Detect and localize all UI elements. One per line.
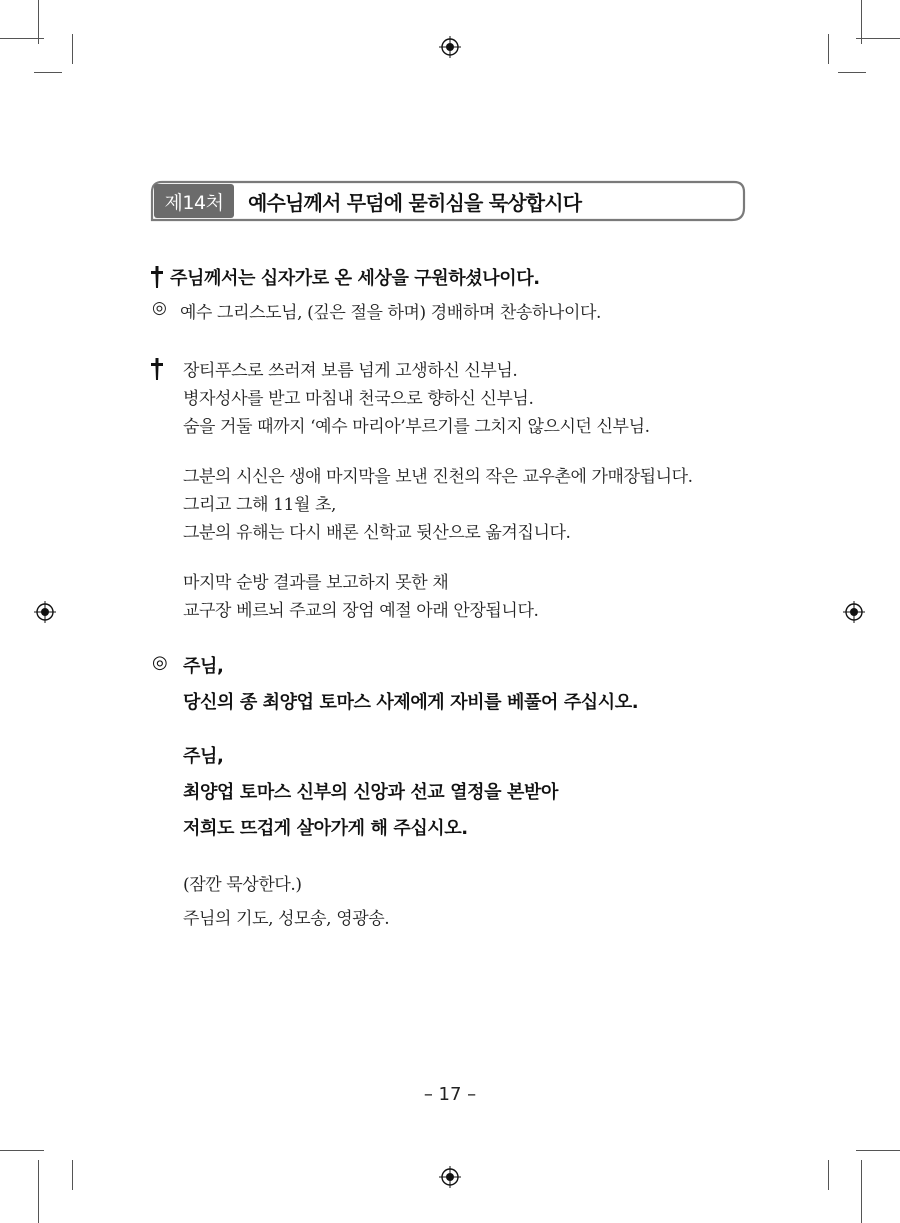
prayer-line: 최양업 토마스 신부의 신앙과 선교 열정을 본받아 (183, 782, 558, 803)
meditation-line: 숨을 거둘 때까지 ‘예수 마리아’부르기를 그치지 않으시던 신부님. (183, 417, 650, 437)
closing-prayers: 주님의 기도, 성모송, 영광송. (183, 909, 390, 929)
crop-mark (72, 1160, 73, 1190)
crop-mark (861, 1160, 862, 1223)
meditation-line: 그분의 유해는 다시 배론 신학교 뒷산으로 옮겨집니다. (183, 523, 571, 543)
prayer-line: 저희도 뜨겁게 살아가게 해 주십시오. (183, 818, 468, 839)
crop-mark (34, 72, 62, 73)
meditation-line: 그리고 그해 11월 초, (183, 495, 337, 515)
registration-mark-icon (439, 36, 461, 58)
crop-mark (38, 1160, 39, 1223)
prayer-line: 주님, (183, 656, 224, 677)
meditation-line: 그분의 시신은 생애 마지막을 보낸 진천의 작은 교우촌에 가매장됩니다. (183, 467, 693, 487)
prayer-symbol: ◎ (152, 652, 168, 673)
crop-mark (0, 1150, 44, 1151)
crop-mark (828, 1160, 829, 1190)
registration-mark-icon (34, 601, 56, 623)
cross-icon (150, 266, 164, 288)
prayer-line: 주님, (183, 746, 224, 767)
crop-mark (861, 0, 862, 44)
response-symbol: ◎ (152, 298, 167, 318)
crop-mark (72, 34, 73, 64)
meditation-line: 장티푸스로 쓰러져 보름 넘게 고생하신 신부님. (183, 361, 518, 381)
rubric-note: (잠깐 묵상한다.) (183, 875, 302, 895)
registration-mark-icon (843, 601, 865, 623)
crop-mark (856, 38, 900, 39)
people-response: 예수 그리스도님, (깊은 절을 하며) 경배하며 찬송하나이다. (180, 303, 602, 323)
registration-mark-icon (439, 1166, 461, 1188)
crop-mark (856, 1150, 900, 1151)
meditation-line: 교구장 베르뇌 주교의 장엄 예절 아래 안장됩니다. (183, 601, 539, 621)
meditation-line: 병자성사를 받고 마침내 천국으로 향하신 신부님. (183, 389, 534, 409)
leader-versicle: 주님께서는 십자가로 온 세상을 구원하셨나이다. (170, 268, 540, 289)
cross-icon (150, 358, 164, 380)
station-title: 예수님께서 무덤에 묻히심을 묵상합시다 (248, 190, 582, 215)
crop-mark (828, 34, 829, 64)
prayer-line: 당신의 종 최양업 토마스 사제에게 자비를 베풀어 주십시오. (183, 692, 639, 713)
station-heading (150, 180, 746, 222)
meditation-line: 마지막 순방 결과를 보고하지 못한 채 (183, 573, 449, 593)
page-number: – 17 – (423, 1084, 477, 1105)
crop-mark (838, 72, 866, 73)
crop-mark (38, 0, 39, 44)
station-number: 제14처 (164, 191, 224, 214)
